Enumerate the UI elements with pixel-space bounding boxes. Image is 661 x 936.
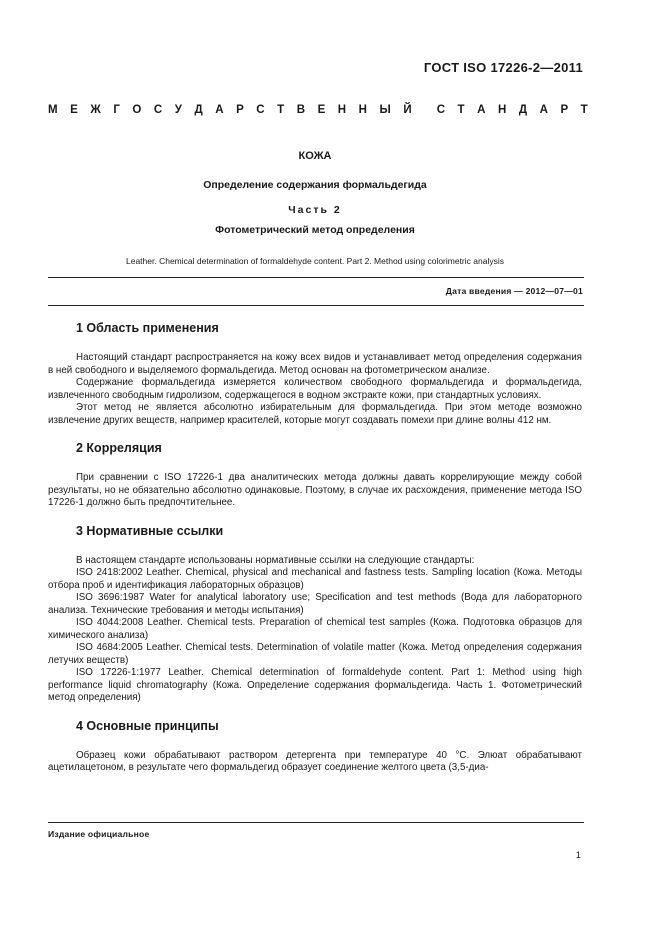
section-paragraph: ISO 2418:2002 Leather. Chemical, physical and mechanical and fastness tests. Sampling location (Кожа. Методы отбора проб и идентификация лабораторных образцов) <box>48 567 582 591</box>
section <box>48 719 582 775</box>
title-part: Часть 2 <box>288 204 342 216</box>
banner-letter: Д <box>518 104 528 116</box>
banner-letter: Р <box>236 104 244 116</box>
section-paragraph: ISO 4684:2005 Leather. Chemical tests. Determination of volatile matter (Кожа. Метод определения содержания летучих веществ) <box>48 642 582 666</box>
section-paragraph: ISO 17226-1:1977 Leather. Chemical determination of formaldehyde content. Part 1: Method using high performance liquid chromatography (Кожа. Определение содержания формальдегида. Часть 1. Фотометрический метод определения) <box>48 667 582 703</box>
section-paragraph: При сравнении с ISO 17226-1 два аналитических метода должны давать коррелирующие между собой результаты, но не обязательно абсолютно одинаковые. Поэтому, в случае их расхождения, применение метода ISO 17226-1 должно быть предпочтительнее. <box>48 472 582 508</box>
banner-letter: А <box>477 104 486 116</box>
banner-letter: Е <box>70 104 78 116</box>
banner-letter: Р <box>560 104 569 116</box>
document-body <box>48 321 582 789</box>
divider-bottom <box>48 305 584 306</box>
banner-letter: Д <box>194 104 203 116</box>
banner-letter: А <box>215 104 224 116</box>
banner-letter: Ы <box>379 104 391 116</box>
title-english: Leather. Chemical determination of formaldehyde content. Part 2. Method using colorimetric analysis <box>126 256 504 266</box>
banner-letter: Т <box>277 104 285 116</box>
section-paragraph: ISO 4044:2008 Leather. Chemical tests. Preparation of chemical test samples (Кожа. Подготовка образцов для химического анализа) <box>48 617 582 641</box>
section-paragraph: ISO 3696:1987 Water for analytical laboratory use; Specification and test methods (Вода для лабораторного анализа. Технические требования и методы испытания) <box>48 592 582 616</box>
section <box>48 524 582 705</box>
edition-label: Издание официальное <box>48 829 150 839</box>
banner-letter: Й <box>403 104 412 116</box>
document-code: ГОСТ ISO 17226-2—2011 <box>423 60 583 75</box>
banner-letter: Н <box>358 104 367 116</box>
page-number: 1 <box>575 850 581 861</box>
footer-divider <box>48 822 584 823</box>
interstate-standard-banner <box>48 104 588 116</box>
banner-letter: Г <box>113 104 120 116</box>
section-paragraph: Настоящий стандарт распространяется на кожу всех видов и устанавливает метод определения содержания в ней свободного и выделяемого формальдегида. Метод основан на фотометрическом анализе. <box>48 352 582 376</box>
section-heading: 2 Корреляция <box>76 441 162 455</box>
introduction-date: Дата введения — 2012—07—01 <box>445 286 583 296</box>
section-heading: 4 Основные принципы <box>76 718 219 733</box>
section-paragraph: Содержание формальдегида измеряется количеством свободного формальдегида и формальдегида, извлеченного свободным гидролизом, содержащегося в водном экстракте кожи, при стандартных условиях. <box>48 377 582 401</box>
section-heading: 3 Нормативные ссылки <box>76 523 224 538</box>
banner-letter: М <box>48 104 58 116</box>
title-subtitle: Определение содержания формальдегида <box>203 179 427 191</box>
banner-letter: Н <box>497 104 507 116</box>
section <box>48 441 582 510</box>
divider-top <box>48 277 584 278</box>
banner-letter: Н <box>337 104 347 116</box>
section-paragraph: В настоящем стандарте использованы нормативные ссылки на следующие стандарты: <box>76 554 475 566</box>
banner-letter: В <box>296 104 306 116</box>
title-part-name: Фотометрический метод определения <box>215 224 415 236</box>
section-paragraph: Этот метод не является абсолютно избирательным для формальдегида. При этом методе возможно извлечение других веществ, например красителей, которые могут создавать помехи при длине волны 412 нм. <box>48 402 582 426</box>
banner-letter: Ж <box>90 104 101 116</box>
banner-letter: С <box>153 104 163 116</box>
section <box>48 321 582 427</box>
section-paragraph: Образец кожи обрабатывают раствором детергента при температуре 40 °С. Элюат обрабатывают ацетилацетоном, в результате чего формальдегид образует соединение желтого цвета (3,5-диа- <box>48 749 582 773</box>
banner-letter: Е <box>317 104 326 116</box>
banner-letter: С <box>256 104 265 116</box>
banner-letter: У <box>174 104 182 116</box>
banner-letter: А <box>539 104 548 116</box>
title-main: КОЖА <box>298 150 332 162</box>
banner-letter: Т <box>457 104 465 116</box>
banner-letter: Т <box>580 104 588 116</box>
banner-letter: О <box>132 104 142 116</box>
banner-letter: С <box>436 104 445 116</box>
section-heading: 1 Область применения <box>76 321 219 335</box>
